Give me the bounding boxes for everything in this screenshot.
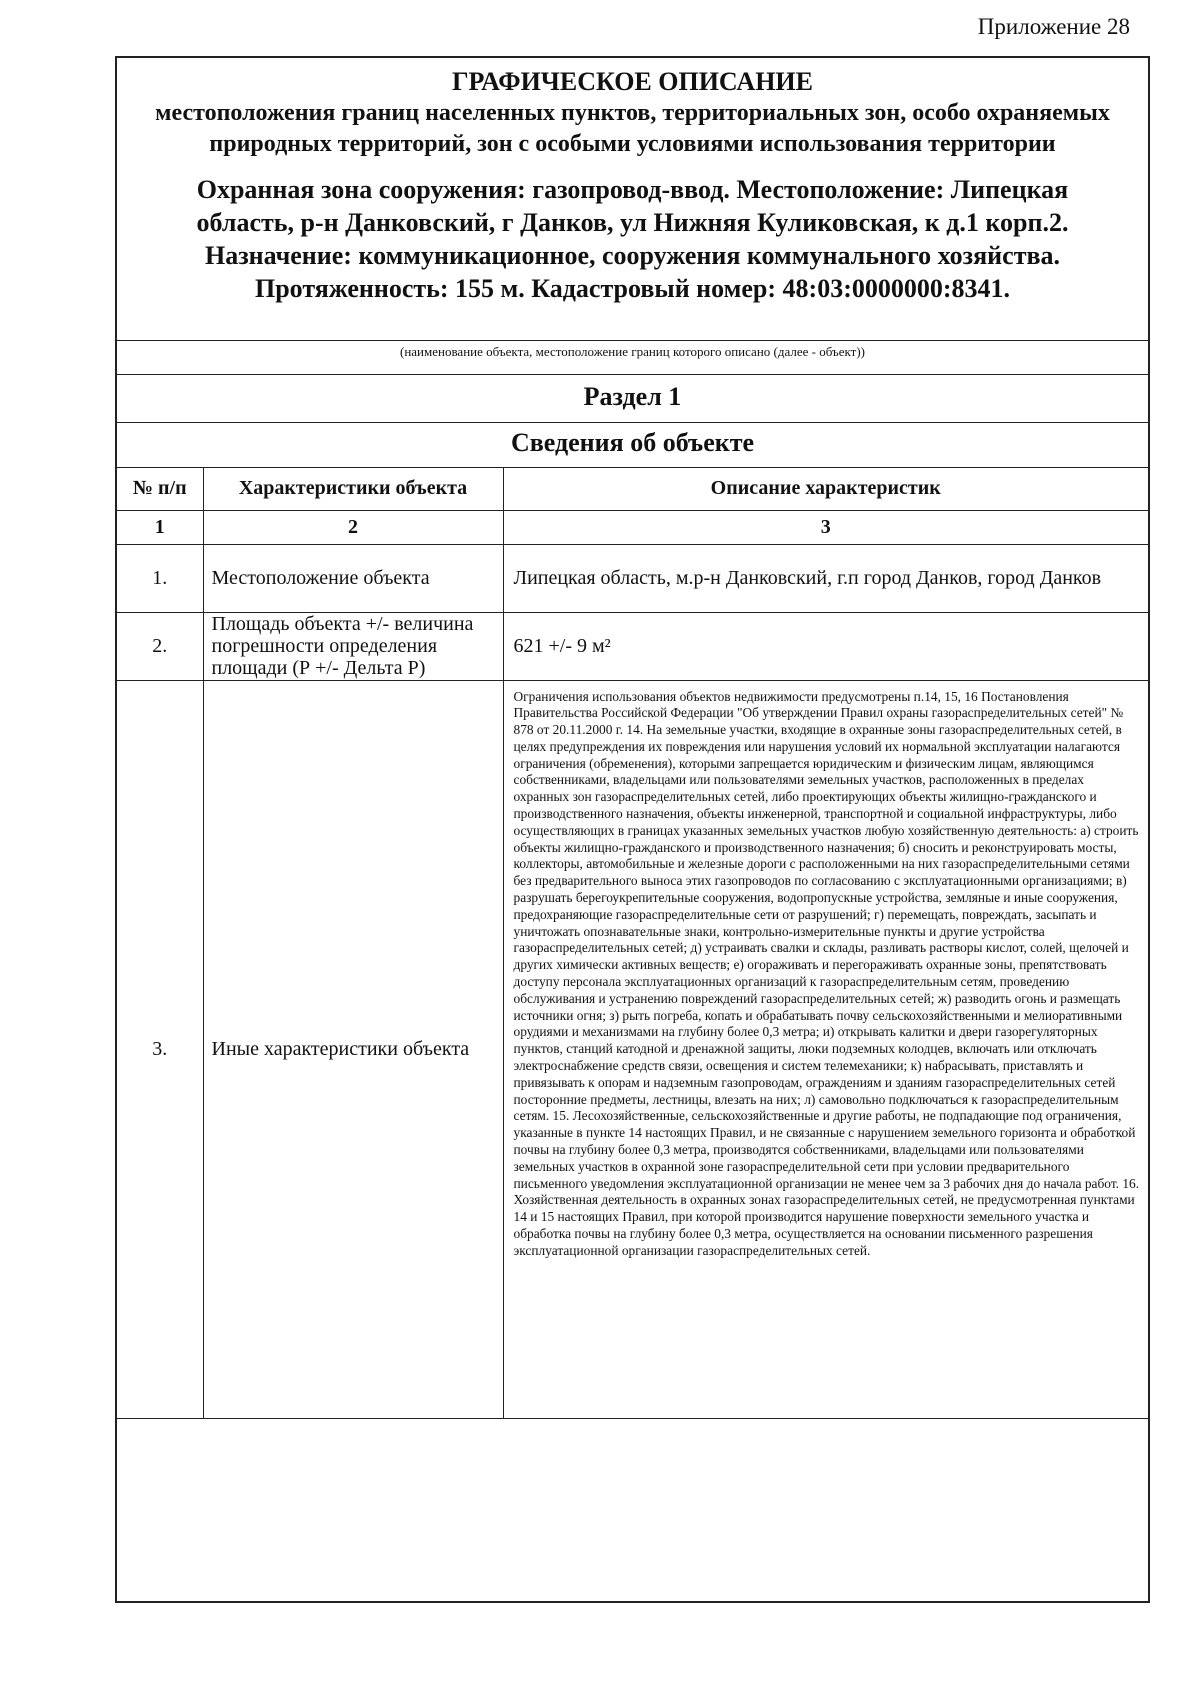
section-subtitle: Сведения об объекте (510, 428, 755, 457)
document-subtitle: местоположения границ населенных пунктов, территориальных зон, особо охраняемых природных территорий, зон с особыми условиями использования территории (155, 100, 1110, 157)
divider (117, 422, 1148, 423)
row-description: Ограничения использования объектов недвижимости предусмотрены п.14, 15, 16 Постановления Правительства Российской Федерации "Об утверждении Правил охраны газораспределительных сетей" № 878 от 20.11.2000 г. 14. На земельные участки, входящие в охранные зоны газораспределительных сетей, в целях предупреждения их повреждения или нарушения условий их нормальной эксплуатации налагаются ограничения (обременения), которыми запрещается юридическим и физическим лицам, являющимся собственниками, владельцами или пользователями земельных участков, расположенных в пределах охранных зон газораспределительных сетей, либо проектирующих объекты жилищно-гражданского и производственного назначения, объекты инженерной, транспортной и социальной инфраструктуры, либо осуществляющих в границах указанных земельных участков любую хозяйственную деятельность: а) строить объекты жилищно-гражданского и производственного назначения; б) сносить и реконструировать мосты, коллекторы, автомобильные и железные дороги с расположенными на них газораспределительными сетями без предварительного выноса этих газопроводов по согласованию с эксплуатационными организациями; в) разрушать берегоукрепительные сооружения, водопропускные устройства, земляные и иные сооружения, предохраняющие газораспределительные сети от разрушений; г) перемещать, повреждать, засыпать и уничтожать опознавательные знаки, контрольно-измерительные пункты и другие устройства газораспределительных сетей; д) устраивать свалки и склады, разливать растворы кислот, солей, щелочей и других химически активных веществ; е) огораживать и перегораживать охранные зоны, препятствовать доступу персонала эксплуатационных организаций к газораспределительным сетям, проведению обслуживания и устранению повреждений газораспределительных сетей; ж) разводить огонь и размещать источники огня; з) рыть погреба, копать и обрабатывать почву сельскохозяйственными и мелиоративными орудиями и механизмами на глубину более 0,3 метра; и) открывать калитки и двери газорегуляторных пунктов, станций катодной и дренажной защиты, люки подземных колодцев, включать или отключать электроснабжение средств связи, освещения и систем телемеханики; к) набрасывать, приставлять и привязывать к опорам и надземным газопроводам, ограждениям и зданиям газораспределительных сетей посторонние предметы, лестницы, влезать на них; л) самовольно подключаться к газораспределительным сетям. 15. Лесохозяйственные, сельскохозяйственные и другие работы, не подпадающие под ограничения, указанные в пункте 14 настоящих Правил, и не связанные с нарушением земельного горизонта и обработкой почвы на глубину более 0,3 метра, производятся собственниками, владельцами или пользователями земельных участков в охранной зоне газораспределительной сети при условии предварительного письменного уведомления эксплуатационной организации не менее чем за 3 рабочих дня до начала работ. 16. Хозяйственная деятельность в охранных зонах газораспределительных сетей, не предусмотренная пунктами 14 и 15 настоящих Правил, при которой производится нарушение поверхности земельного участка и обработка почвы на глубину более 0,3 метра, осуществляется на основании письменного разрешения эксплуатационной организации газораспределительных сетей. (503, 680, 1148, 1418)
table-row (117, 680, 1148, 1418)
row-description: Липецкая область, м.р-н Данковский, г.п город Данков, город Данков (503, 544, 1148, 612)
section-title: Раздел 1 (583, 382, 682, 411)
column-number: 2 (203, 510, 503, 544)
document-header (117, 58, 1148, 338)
appendix-label: Приложение 28 (977, 14, 1130, 39)
column-number-row (117, 510, 1148, 544)
header-cell-number: № п/п (117, 468, 203, 510)
table-row (117, 544, 1148, 612)
object-info-table (117, 468, 1148, 1419)
header-cell-description: Описание характеристик (503, 468, 1148, 510)
document-frame (115, 56, 1150, 1603)
header-cell-characteristic: Характеристики объекта (203, 468, 503, 510)
row-characteristic: Иные характеристики объекта (203, 680, 503, 1418)
document-title: ГРАФИЧЕСКОЕ ОПИСАНИЕ (452, 67, 813, 96)
divider (117, 374, 1148, 375)
column-number: 1 (117, 510, 203, 544)
column-number: 3 (503, 510, 1148, 544)
row-characteristic: Площадь объекта +/- величина погрешности определения площади (Р +/- Дельта Р) (203, 612, 503, 680)
object-caption: (наименование объекта, местоположение границ которого описано (далее - объект)) (400, 344, 865, 359)
row-number: 1. (117, 544, 203, 612)
row-description: 621 +/- 9 м² (503, 612, 1148, 680)
row-characteristic: Местоположение объекта (203, 544, 503, 612)
row-number: 3. (117, 680, 203, 1418)
divider (117, 340, 1148, 341)
table-header-row (117, 468, 1148, 510)
object-description: Охранная зона сооружения: газопровод-ввод. Местоположение: Липецкая область, р-н Данковский, г Данков, ул Нижняя Куликовская, к д.1 корп.2. Назначение: коммуникационное, сооружения коммунального хозяйства. Протяженность: 155 м. Кадастровый номер: 48:03:0000000:8341. (196, 175, 1069, 303)
table-row (117, 612, 1148, 680)
row-number: 2. (117, 612, 203, 680)
